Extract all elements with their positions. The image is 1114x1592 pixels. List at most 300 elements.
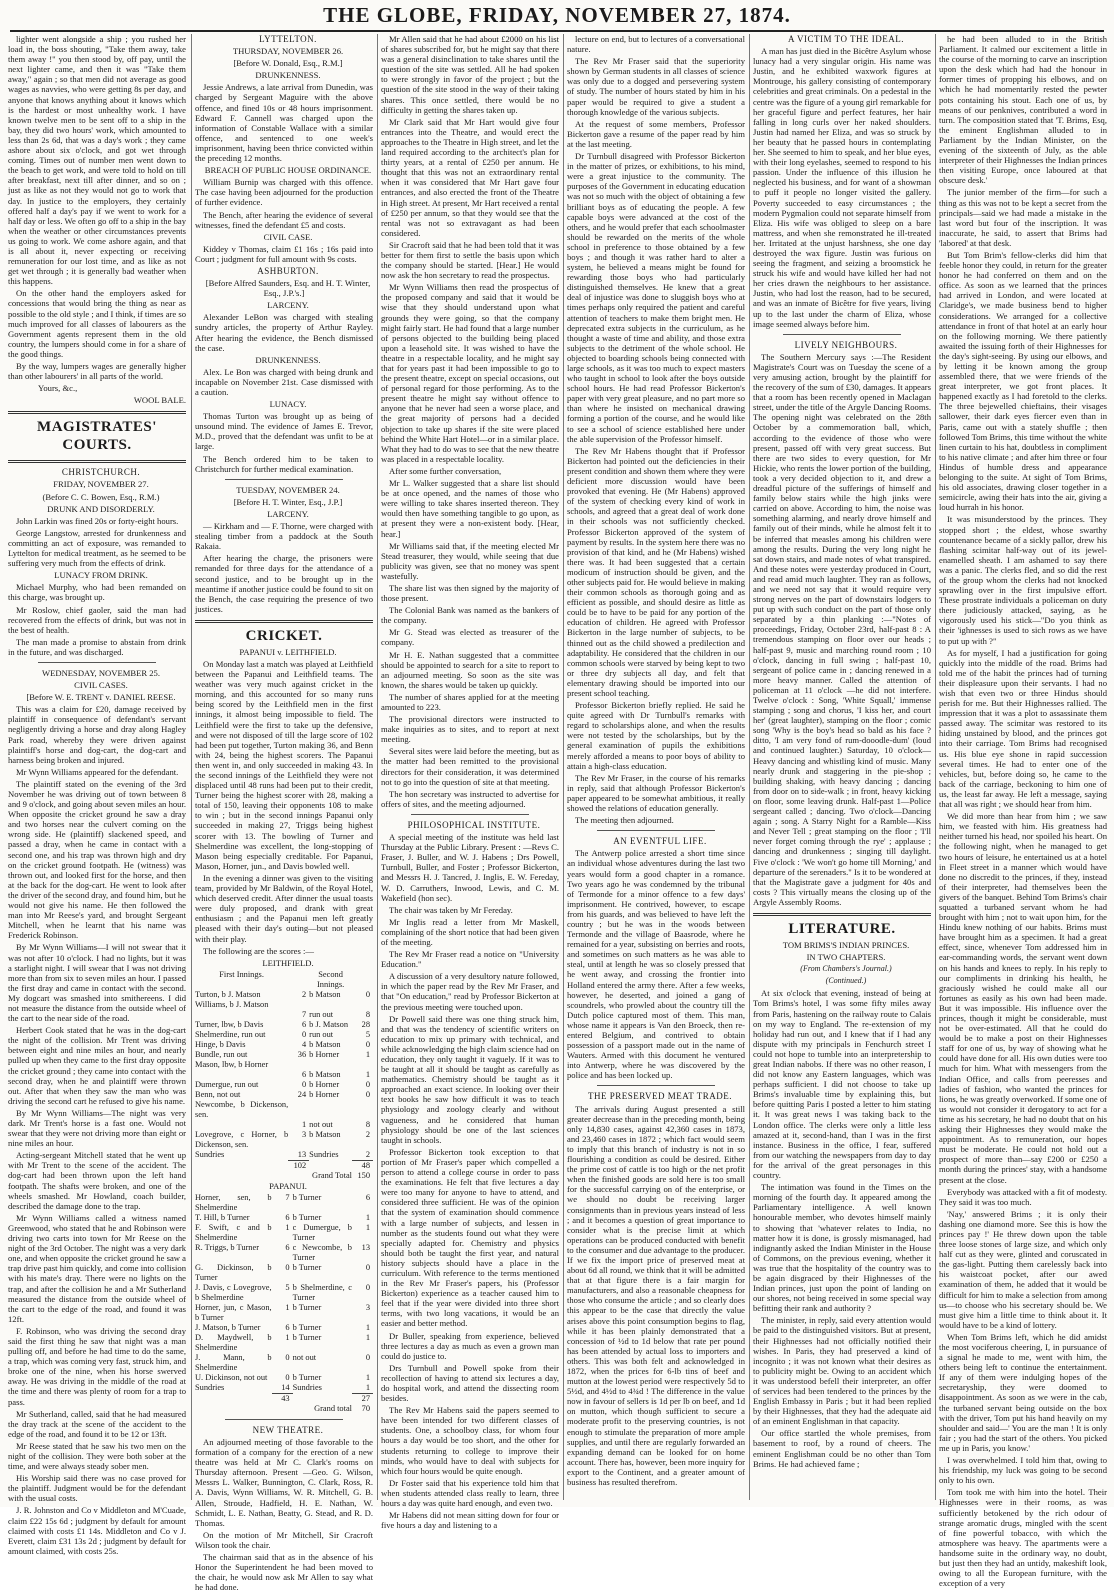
batsman-first (195, 1120, 288, 1130)
batsman-first: Bundle, run out (195, 1049, 248, 1059)
batsman-first: Turton, b J. Matson (195, 989, 261, 999)
score-first (288, 1060, 309, 1070)
dismissal-second: Sundries (292, 1382, 322, 1392)
score-second: 1 (365, 1372, 370, 1382)
article-text: The Rev Mr Fraser, in the course of his remarks in reply, said that although Professor Bickerton's paper appeared to be somewhat ambitious, it really showed the relations of education generally. (567, 772, 745, 814)
batsman-first (195, 1070, 288, 1080)
score-second: 2 (365, 1149, 370, 1159)
article-text: Dr Powell said there was one thing struck him, and that was the tendency of scientific writers on education to mix up primary with technical, and while acknowledging the high claim science had on education, they only taught it vaguely. If it was to be taught at all it should be taught as carefully as mathematics. Chemistry should be taught as it approached an exact science. In looking over their text books he saw how difficult it was to teach physiology and zoology clearly and without vagueness, and he considered that human physiology should be one of the last sciences taught in schools. (381, 1013, 559, 1145)
dismissal-second: b Turner (292, 1262, 322, 1272)
score-row (195, 1333, 373, 1353)
divider (597, 830, 715, 831)
score-row (195, 1283, 373, 1303)
score-first: 7 (301, 1009, 307, 1019)
batsman-first: F. Swift, c and b Shelmerdine (195, 1222, 272, 1242)
score-row (195, 1090, 373, 1100)
article-text: William Burnip was charged with this offence. The case having been adjourned for the production of further evidence. (195, 177, 373, 208)
article-text: Michael Murphy, who had been remanded on this charge, was brought up. (8, 582, 186, 603)
scorecard-body (195, 1193, 373, 1394)
article-text: Mr Habens did not mean sitting down for four or five hours a day and listening to a (381, 1510, 559, 1531)
score-row (195, 1000, 373, 1010)
case-title: [Before W. E. TRENT v. DANIEL REESE. (26, 692, 176, 703)
dismissal-second: c Dumergue, b Turner (292, 1222, 352, 1242)
dismissal-second: b Turner (292, 1332, 322, 1342)
score-row (195, 1323, 373, 1333)
subheading: PHILOSOPHICAL INSTITUTE. (407, 819, 541, 830)
article-text: Acting-sergeant Mitchell stated that he went up with Mr Trent to the scene of the accident. The dog-cart had been thrown upon the left hand footpath. The shafts were broken, and one of the wheels smashed. Mr Howland, coach builder, described the damage done to the trap. (8, 1150, 186, 1211)
score-first: 6 (285, 1322, 290, 1332)
score-first: 1 (301, 1119, 307, 1129)
article-text: Mr Allen said that he had about £2000 on his list of shares subscribed for, but he might say that there was a general disinclination to take shares until the question of the site was settled. All he had spoken to were strongly in favor of the project ; but the question of the site stood in the way of their taking shares. This once settled, there would be no difficulty in getting the shares taken up. (381, 34, 559, 115)
score-first: 6 (301, 1019, 307, 1029)
article-text: John Larkin was fined 20s or forty-eight hours. (16, 515, 179, 526)
article-text: — Kirkham and — F. Thorne, were charged with stealing timber from a paddock at the South Rakaia. (195, 521, 373, 552)
score-first: 36 (297, 1049, 307, 1059)
score-row (195, 1040, 373, 1050)
batsman-first: G. Dickinson, b Turner (195, 1262, 272, 1282)
dismissal-second: b J. Matson (309, 1019, 349, 1029)
score-row (195, 1130, 373, 1150)
score-row (195, 990, 373, 1000)
dismissal-second (309, 1000, 352, 1010)
score-row (195, 1100, 373, 1120)
article-text: The number of shares applied for at the meeting amounted to 223. (381, 691, 559, 712)
column-rule (377, 34, 378, 1500)
article-text: The Rev Mr Fraser said that the superiority shown by German students in all classes of science was only due to a dogged and persevering system of study. The number of hours stated by him in his paper would be required to give a student a thorough knowledge of the various subjects. (567, 56, 745, 117)
score-second: 6 (365, 1192, 370, 1202)
score-second: 1 (365, 1212, 370, 1222)
divider (225, 1419, 343, 1420)
article-text: Mr Clark said that Mr Hart would give four entrances into the Theatre, and would erect the approaches to the Theatre in High street, and let the land required according to the architect's plan for thirty years, at a rental of £250 per annum. He thought that this was not an extraordinary rental when it was considered that Mr Hart gave four entrances, and also erected the front of the Theatre in High street. At present, Mr Hart received a rental of £250 per annum, so that they would see that the rental was not so extravagant as had been considered. (381, 116, 559, 238)
dismissal-second: b Turner (292, 1372, 322, 1382)
article-text: Mr Sutherland, called, said that he had measured the dray track at the scene of the accident to the edge of the road, and found it to be 12 or 13ft. (8, 1408, 186, 1439)
divider (411, 814, 529, 815)
score-second: 1 (365, 1332, 370, 1342)
score-first: 5 (285, 1282, 290, 1292)
article-text: Our office startled the whole premises, from basement to roof, by a round of cheers. The eminent Englishman could be no other than Tom Brims. He had achieved fame ; (753, 1428, 931, 1469)
article-text: Kiddey v Thomas, claim £1 16s ; 16s paid into Court ; judgment for full amount with 9s costs. (195, 243, 373, 264)
dismissal-second: Sundries (309, 1149, 339, 1159)
article-text: Mr Wynn Williams appeared for the defendant. (16, 766, 179, 777)
score-total: 48 (352, 1160, 373, 1171)
article-text: Mr Wynn Williams called a witness named Greenwood, who stated that he and Robinson were driving two carts into town for Mr Reese on the night of the 3rd October. The night was a very dark one, and when opposite the cricket ground he saw a trap drive past him quickly, and come into collision with his mate's dray. There were no lights on the trap, and after the collision he and a Mr Sutherland measured the distance from the outside wheel of the cart to the edge of the road, and found it was 12ft. (8, 1212, 186, 1324)
score-second: 0 (365, 1089, 370, 1099)
signature-name: WOOL BALE. (133, 395, 186, 406)
article-text: Professor Bickerton took exception to that portion of Mr Fraser's paper which compelled a person to attend a college course in order to pass the examinations. He felt that five lectures a day were too many for anyone to have to attend, and considered three sufficient. He was of the opinion that the system of examination should commence with a large number of subjects, and lessen in number as the students found out what they were specially adapted for. Chemistry and physics should both be taught the first year, and natural history subjects should have a place in the curriculum. With reference to the terms mentioned in the Rev Mr Fraser's papers, his (Professor Bickerton) experience as a teacher caused him to feel that if the year were divided into three short terms, with two long vacations, it would be an easier and better method. (381, 1146, 559, 1329)
date-line: WEDNESDAY, NOVEMBER 25. (42, 667, 160, 678)
article-text: The arrivals during August presented a still greater decrease than in the preceding month, being only 14,830 cases, against 42,360 cases in 1873, and 23,460 cases in 1872 ; which fact would seem to imply that this branch of industry is not in so flourishing a condition as could be desired. Either the prime cost of cattle is too high or the net profit when the finished goods are sold here is too small for the successful carrying on of the enterprise, or we should no doubt be receiving larger consignments than in previous years instead of less ; and it becomes a question of great importance to consider what is the precise limit at which operations can be produced conducted with benefit to the consumer and due advantage to the producer. If we fix the import price of preserved meat at about 6d all round, we think that it will be admitted that at that figure there is a fair margin for manufacturers, and also a reasonable cheapness for those who consume the article ; and so clearly does this appear to be the case that directly the value arises above this point consumption begins to flag, while it has been plainly demonstrated that a concession of ½d to 1d below that rate per pound has been attended by actual loss to importers and others. This was both felt and acknowledged in 1872, when the prices for 6-lb tins of beef and mutton at the lowest period were respectively 5d to 5½d, and 4½d to 4¾d ! The difference in the value now in favour of sellers is 1d per lb on beef, and 1d on mutton, which though sufficient to secure a moderate profit to the preserving countries, is not enough to stimulate the preparation of more ample supplies, and until there are regularly forwarded an expanding demand can be looked for on home account. There has, however, been more inquiry for export to the Continent, and a greater amount of business has resulted therefrom. (567, 1103, 745, 1488)
story-title: TOM BRIMS'S INDIAN PRINCES. (782, 939, 910, 950)
article-text: On the motion of Mr Mitchell, Sir Cracroft Wilson took the chair. (195, 1529, 373, 1550)
divider (8, 411, 186, 414)
charge-label: LUNACY FROM DRINK. (54, 570, 148, 581)
score-first: 0 (285, 1372, 290, 1382)
article-text: Mr H. E. Nathan suggested that a committee should be appointed to search for a site to report to an adjourned meeting. So soon as the site was known, the shares would be taken up quickly. (381, 649, 559, 690)
dismissal-second: b Matson (309, 1069, 341, 1079)
score-second (352, 1100, 373, 1120)
article-text: The Antwerp police arrested a short time since an individual whose adventures during the last two years would form a good chapter in a romance. Two years ago he was condemned by the tribunal of Termonde for a minor offence to a few days' imprisonment. He contrived, however, to escape from his guards, and was believed to have left the country ; but he was in the woods between Termonde and the village of Baasrode, where he remained for a year, subsisting on berries and roots, and sometimes on such matters as he was able to steal, until at length he was so closely pressed that he went away, and crossing the frontier into Holland entered the army there. After a few weeks, however, he deserted, and joined a gang of scoundrels, who prowled about the country till the Dutch police captured most of them. This man, whose name it appears is Van den Broeck, then re-entered Belgium, and contrived to obtain possession of a passport made out in the name of Wauters. Armed with this document he ventured into Antwerp, where he was discovered by the police and has been locked up. (567, 848, 745, 1081)
batsman-first: J. Mann, b Shelmerdine (195, 1352, 272, 1372)
article-text: On the other hand the employers asked for concessions that would bring the thing as near as possible to the old style ; and I think, if times are so much improved for all classes of labourers as the Government agents represent them in the old country, the lumpers should come in for a share of the good things. (8, 288, 186, 359)
team-label: PAPANUI. (269, 1180, 307, 1191)
score-first: 3 (301, 1129, 307, 1139)
batsman-first: Sundries (195, 1149, 225, 1159)
dismissal-second: not out (292, 1352, 317, 1362)
batsman-first: Dumergue, run out (195, 1079, 259, 1089)
score-row (195, 1213, 373, 1223)
score-first: 24 (297, 1089, 307, 1099)
score-row (195, 1070, 373, 1080)
article-text: Alex. Le Bon was charged with being drunk and incapable on November 21st. Case dismissed with a caution. (195, 366, 373, 397)
dismissal-second: b Horner (309, 1079, 340, 1089)
article-text: The Rev Mr Fraser read a notice on "University Education." (381, 949, 559, 970)
batsman-first: T. Hill, b Turner (195, 1212, 250, 1222)
score-first: 7 (285, 1192, 290, 1202)
article-text: The Rev Mr Habens said the papers seemed to have been intended for two different classes of students. One, a schoolboy class, for whom four hours a day would be too short, and the other for students returning to college to improve their minds, who would have to deal with subjects for which four hours would be quite enough. (381, 1405, 559, 1476)
article-text: Alexander LeBon was charged with stealing sundry articles, the property of Arthur Rayley. After hearing the evidence, the Bench dismissed the case. (195, 312, 373, 353)
masthead-rule (10, 30, 1104, 32)
article-text: The provisional directors were instructed to make inquiries as to sites, and to report at next meeting. (381, 714, 559, 745)
article-text: At six o'clock that evening, instead of being at Tom Brims's hotel, I was some fifty miles away from Paris, hastening on the railway route to Calais on my way to England. The re-extension of my holiday had run out, and I knew that if I had any dispute with my principals in Fenchurch street I could not hope to tumble into an interpretership to great Indian nabobs. If there was no other reason, I did not know any Eastern languages, which was perhaps sufficient. I did not choose to take up Brims's invaluable time by explaining this, but before quitting Paris I posted a letter to him stating it. It was great news I was taking back to the London office. The clerks were only a little less amazed at it, second-hand, than I was in the first instance. Business in the office, I fear, suffered from our watching the newspapers from day to day for the arrival of the great personages in this country. (753, 988, 931, 1181)
date-line: THURSDAY, NOVEMBER 26. (232, 46, 344, 57)
article-text: By Mr Wynn Williams—The night was very dark. Mr Trent's horse is a fast one. Would not swear that they were not driving more than eight or nine miles an hour. (8, 1107, 186, 1149)
article-text: On Monday last a match was played at Leithfield between the Papanui and Leithfield teams. The weather was very much against cricket in the morning, and this accounted for so many runs being scored by the Leithfield men in the first innings, it almost being impossible to field. The Leithfield were the first to take up the defensive, and were not disposed of till the large score of 102 had been put together, Turton making 36, and Benn with 24, being the highest scorers. The Papanui then went in, and only succeeded in making 43. In the second innings of the Leithfield they were not displaced until 48 runs had been put to their credit, Turner being the highest scorer with 28, making a total of 150, leaving their opponents 108 to make to win ; but in the second innings Papanui only succeeded in making 27, Triggs being highest scorer with 13. The bowling of Turner and Shelmerdine was excellent, the long-stopping of Mason being especially creditable. For Papanui, Mason, Horner, jun., and Davis bowled well. (195, 658, 373, 871)
article-text: Dr Foster said that his experience told him that when students attended class really to learn, three hours a day was quite hard enough, and even two. (381, 1477, 559, 1509)
score-row (195, 1223, 373, 1243)
score-second (352, 1000, 373, 1010)
article-text: The Rev Mr Habens thought that if Professor Bickerton had pointed out the deficiencies in their present condition and shown them where they were deficient more discussion would have been provoked that evening. He (Mr Habens) approved of the system of checking every kind of work in schools, and agreed that a great deal of work done in their schools was not sufficiently checked. Professor Bickerton approved of the system of payment by results. In the system here there was no provision of that kind, and he (Mr Habens) wished there was. It had been suggested that a certain modicum of instruction should be given, and the other subjects paid for. He would believe in making their common schools as thorough going and as efficient as possible, and should desire as little as could be to have to be paid for any portion of the education of children. He agreed with Professor Bickerton in the large number of subjects, to be thinned out as the child showed a predilection and adaptability. He considered that the children in our common schools were starved by being kept to two or three dry subjects all day, and felt that elementary drawing should be imported into our present school teaching. (567, 445, 745, 698)
batsman-first: Lovegrove, c Horner, b Dickenson, sen. (195, 1129, 289, 1149)
score-second: 1 (365, 1322, 370, 1332)
column-6 (939, 34, 1108, 1589)
article-text: Mr Wynn Williams then read the prospectus of the proposed company and said that it would be wise that they should understand upon what grounds they were going, so that the company might fairly start. He had found that a large number of persons objected to the building being placed upon a leasehold site. It was wished to have the theatre in a respectable locality, and he might say that for years past it had been impossible to go to the present theatre, except on special occasions, out of personal regard for those performing. As to the present theatre he might say without offence to anyone that he never had seen a worse place, and the great majority of persons had a decided objection to take up shares if the site were placed behind the White Hart Hotel—or in a similar place. What they had to do was to see that the new theatre was placed in a respectable locality. (381, 282, 559, 464)
story-subtitle: IN TWO CHAPTERS. (806, 952, 886, 963)
article-text: By the way, lumpers wages are generally higher than other labourers' in all parts of the world. (8, 361, 186, 382)
score-row (195, 1263, 373, 1283)
batsman-first: J. Matson, b Turner (195, 1322, 261, 1332)
divider (38, 662, 156, 663)
article-text: The Bench, after hearing the evidence of several witnesses, fined the defendant £5 and costs. (195, 209, 373, 230)
score-second: 8 (365, 1009, 370, 1019)
subheading: A VICTIM TO THE IDEAL. (787, 34, 905, 44)
dismissal-second: b Turner (292, 1212, 322, 1222)
scorecard-papanui (195, 1193, 373, 1414)
divider (783, 334, 901, 335)
score-second: 0 (365, 1282, 370, 1292)
score-first: 13 (297, 1149, 307, 1159)
score-second: 0 (365, 1352, 370, 1362)
article-text: Mr Inglis read a letter from Mr Maskell, complaining of the short notice that had been given of the meeting. (381, 916, 559, 947)
score-first (288, 1100, 309, 1120)
batsman-first: Sundries (195, 1382, 225, 1392)
article-text: Thomas Turton was brought up as being of unsound mind. The evidence of James E. Trevor, M.D., proved that the defendant was unfit to be at large. (195, 411, 373, 452)
batsman-first: Benn, not out (195, 1089, 241, 1099)
charge-label: CIVIL CASES. (74, 680, 128, 691)
column-rule (749, 34, 750, 1500)
bench-line: (Before C. C. Bowen, Esq., R.M.) (42, 491, 160, 502)
divider (597, 1085, 715, 1086)
article-text: After hearing the charge, the prisoners were remanded for three days for the attendance of a second justice, and to be brought up in the meantime if another justice could be found to sit on the Bench, the case requiring the presence of two justices. (195, 553, 373, 614)
article-text: As for myself, I had a justification for going quickly into the middle of the road. Brims had told me of the habit the princes had of turning their displeasure upon their servants. I had no wish that even two or three Hindus should perish for me. But their Highnesses rallied. The impression that it was a plot to assassinate them passed away. The scimitar was restored to its hiding unstained by blood, and the princes got into their carriage. Tom Brims had recognised us. His blue eye shone in rapid succession several times. He had to enter one of the vehicles, but, before doing so, he came to the back of the carriage, beckoning to him one of us, the least far away. He left a message, saying that all was right ; we should hear from him. (939, 647, 1107, 810)
charge-label: DRUNK AND DISORDERLY. (47, 503, 155, 514)
score-row (195, 1193, 373, 1213)
score-row (195, 1010, 373, 1020)
article-text: Drs Turnbull and Powell spoke from their recollection of having to attend six lectures a day, do hospital work, and attend the dissecting room besides. (381, 1362, 559, 1404)
article-text: Dr Turnbull disagreed with Professor Bickerton in the matter of prizes, or exhibitions, to his mind, were a great injustice to the community. The purposes of the Government in educating education was not so much with the object of obtaining a few brilliant boys as of educating the people. A few capable boys were advanced at the cost of the others, and he would prefer that each schoolmaster should be rewarded on the merits of the whole school in preference to those obtained by a few boys ; and though it was rather hard to alter a system, he believed a means might be found for rewarding those boys who had particularly distinguished themselves. He knew that a great deal of injustice was done to sluggish boys who at times perhaps only required the patient and careful attention of teachers to make them bright men. He deprecated extra subjects in the curriculum, as he thought a waste of time and ability, and those extra subjects to the detriment of the whole school. He objected to boarding schools being connected with large schools, as it was too much to expect masters who taught in school to look after the boys outside school hours. He had read Professor Bickerton's paper with very great pleasure, and no part more so than where he insisted on mechanical drawing forming a portion of the course, and he would like to see a school of science established here under the able supervision of the Professor himself. (567, 151, 745, 444)
bench-line: [Before Alfred Saunders, Esq. and H. T. Winter, Esq., J.P.'s.] (205, 278, 371, 299)
article-text: The hon secretary was instructed to advertise for offers of sites, and the meeting adjourned. (381, 788, 559, 809)
masthead-title: THE GLOBE, FRIDAY, NOVEMBER 27, 1874. (323, 3, 791, 27)
article-text: Mr Williams said that, if the meeting elected Mr Stead treasurer, they would, while seeing that due publicity was given, see that no money was spent wastefully. (381, 540, 559, 581)
batsman-first: Turner, lbw, b Davis (195, 1019, 264, 1029)
column-rule (563, 34, 564, 1500)
score-row (195, 1060, 373, 1070)
score-row (195, 1150, 373, 1161)
score-row (195, 1080, 373, 1090)
article-text: This was a claim for £20, damage received by plaintiff in consequence of defendant's servant negligently driving a horse and dray along Hagley Park road, whereby they were driven against plaintiff's horse and dog-cart, the dog-cart and harness being broken and injured. (8, 704, 186, 765)
score-first: 0 (285, 1262, 290, 1272)
dismissal-second: b Matson (309, 1129, 341, 1139)
batsman-first: Williams, b J. Matson (195, 999, 269, 1009)
subheading: ASHBURTON. (257, 265, 319, 276)
article-text: Professor Bickerton briefly replied. He said he quite agreed with Dr Turnbull's remarks with regard to scholarships alone, and when the results were not tested by the scholarships, but by the general examination of pupils the exhibitions merely afforded a means to poor boys of ability to attain a high-class education. (567, 700, 745, 771)
subheading: LYTTELTON. (259, 34, 317, 44)
score-second: 1 (365, 1049, 370, 1059)
innings-label: First Innings. (219, 969, 264, 979)
score-total: 43 (272, 1393, 293, 1404)
score-second: 3 (365, 1302, 370, 1312)
dismissal-second: not out (309, 1119, 333, 1129)
batsman-first: Mason, lbw, b Horner (195, 1059, 269, 1069)
score-row (195, 1353, 373, 1373)
score-row (195, 1050, 373, 1060)
dismissal-second: b Horner (309, 1089, 340, 1099)
article-text: Several sites were laid before the meeting, but as the matter had been remitted to the provisional directors for their consideration, it was determined not to go into the question of site at that meeting. (381, 746, 559, 787)
bench-line: [Before W. Donald, Esq., R.M.] (233, 58, 343, 69)
article-text: A discussion of a very desultory nature followed, in which the paper read by the Rev Mr Fraser, and that "On education," read by Professor Bickerton at the previous meeting were touched upon. (381, 971, 559, 1012)
batsman-first: D. Maydwell, b Shelmerdine (195, 1332, 272, 1352)
article-text: Tom took me with him into the hotel. Their Highnesses were in their rooms, as was sufficiently betokened by the rich odour of strange aromatic drugs, mingled with the scent of fine powerful tobacco, with which the atmosphere was heavy. The apartments were a handsome suite in the ordinary way, no doubt, but just then they had an untidy, makeshift look, owing to all the European furniture, with the exception of a very (939, 1487, 1107, 1589)
story-source: (From Chambers's Journal.) (800, 964, 892, 974)
score-first: 0 (301, 1029, 307, 1039)
subheading: THE PRESERVED MEAT TRADE. (588, 1091, 732, 1102)
score-row (195, 1030, 373, 1040)
charge-label: DRUNKENNESS. (255, 354, 321, 365)
article-text: Mr Roslow, chief gaoler, said the man had recovered from the effects of drink, but was not in the best of health. (8, 604, 186, 635)
score-second: 1 (365, 1222, 370, 1232)
date-line: TUESDAY, NOVEMBER 24. (236, 484, 340, 495)
article-text: The Colonial Bank was named as the bankers of the company. (381, 605, 559, 626)
article-text: Herbert Cook stated that he was in the dog-cart the night of the collision. Mr Trent was driving between eight and nine miles an hour, and nearly pulled up when they came to the first dray opposite the cricket ground ; they came into contact with the second dray, when he and plaintiff were thrown out. After that when they saw the man who was driving the second cart he refused to give his name. (8, 1025, 186, 1106)
article-text: George Langstow, arrested for drunkenness and committing an act of exposure, was remanded to Lyttelton for medical treatment, as he seemed to be suffering very much from the effects of drink. (8, 527, 186, 569)
innings-label: Second Innings. (316, 969, 345, 989)
section-heading: LITERATURE. (788, 920, 896, 937)
date-line: FRIDAY, NOVEMBER 27. (53, 479, 149, 490)
column-5 (753, 34, 931, 1500)
article-text: The plaintiff stated on the evening of the 3rd November he was driving out of town between 8 and 9 o'clock, and going about seven miles an hour. When opposite the cricket ground he saw a dray and two horses near the culvert coming on the wrong side. He (plaintiff) slackened speed, and passed a dray, when he came in contact with a second one, and his trap was thrown high and dry on the cricket ground footpath. He (witness) was thrown out, and looked first for the horse, and then at the back for the dog-cart. He went to look after the driver of the second dray, and found him, but he would not give his name. He then followed the man into Mr Reese's yard, and brought Sergeant Mitchell, when he learnt that his name was Frederick Robinson. (8, 778, 186, 941)
score-second: 1 (365, 1069, 370, 1079)
score-total: 27 (352, 1393, 373, 1404)
article-text: Mr L. Walker suggested that a share list should be at once opened, and the names of those who were willing to take shares inserted thereon. They would then have something tangible to go upon, as at present they were a non-existent body. [Hear, hear.] (381, 478, 559, 539)
grand-total: 70 (361, 1403, 370, 1413)
batsman-first: Shelmerdine, run out (195, 1029, 266, 1039)
article-text: Mr Reese stated that he saw his two men on the night of the collision. They were both sober at the time, and were always steady sober men. (8, 1440, 186, 1472)
subheading: LIVELY NEIGHBOURS. (794, 339, 898, 350)
score-second: 5 (365, 1029, 370, 1039)
score-second (352, 1060, 373, 1070)
dismissal-second: b Horner (309, 1049, 340, 1059)
divider (8, 460, 186, 463)
dismissal-second (309, 1060, 352, 1070)
article-text: After some further conversation, (389, 465, 502, 476)
article-text: The chairman said that as in the absence of his Honor the Superintendent he had been moved to the chair, he would now ask Mr Allen to say what he had done. (195, 1552, 373, 1592)
team-label: LEITHFIELD. (262, 957, 314, 968)
match-title: PAPANUI v. LEITHFIELD. (239, 646, 337, 657)
article-text: A special meeting of the institute was held last Thursday at the Public Library. Present : —Revs C. Fraser, J. Buller, and W. J. Habens ; Drs Powell, Turnbull, Buller, and Foster ; Professor Bickerton, and Messrs H. J. Tancred, J. Inglis, E. W. Fereday, W. D. Carruthers, Inwood, Lewis, and C. M. Wakefield (hon sec). (381, 832, 559, 903)
article-text: 'Nay,' answered Brims ; it is only their dashing one diamond more. See this is how the princes pay !' He threw down upon the table three loose stones of large size, and which only half cut as they were, glinted and coruscated in the gas-light. Putting them carelessly back into his waistcoat pocket, after our awed examination of them, he added that it would be difficult for him to make a selection from among us—to choose who his secretary should be. We must give him a little time to think about it. It would have to be a kind of lottery. (939, 1208, 1107, 1330)
dismissal-second: run out (309, 1009, 334, 1019)
bench-line: [Before H. T. Winter, Esq., J.P.] (233, 496, 343, 507)
article-text: At the request of some members, Professor Bickerton gave a resume of the paper read by him at the last meeting. (567, 118, 745, 149)
charge-label: LARCENY. (267, 300, 309, 311)
article-text: Dr Buller, speaking from experience, believed three lectures a day as much as even a grown man could do justice to. (381, 1330, 559, 1361)
batsman-first: Horner, sen, b Shelmerdine (195, 1192, 272, 1212)
section-heading: CRICKET. (245, 627, 323, 644)
score-first: 1 (285, 1222, 290, 1232)
score-first: 6 (285, 1212, 290, 1222)
score-row (195, 1243, 373, 1263)
batsman-first: Hinge, b Davis (195, 1039, 246, 1049)
score-total: 102 (288, 1160, 309, 1171)
article-text: We did more than hear from him ; we saw him, we feasted with him. His greatness had neither turned his head, nor spoiled his heart. On the following night, when he managed to get two hours of leisure, he entertained us at a hotel in Fleet street in a manner which would have done no discredit to the princes, if they, instead of their interpreter, had themselves been the givers of the banquet. Behind Tom Brims's chair squatted a turbaned servant whom he had brought with him ; not to wait upon him, for the Hindu knew nothing of our habits. Brims must have brought him as a specimen. It had a great effect, since, whenever Tom addressed him in ear-commanding words, the servant went down on his hands and knees to reply. In his reply to our compliments in drinking his health, he graciously wished he could make all our fortunes as easily as his own had been made. But it was impossible. His influence over the princes, though it might be considerable, must not be over-estimated. All that he could do would be to make a post on their Highnesses staff for one of us, by way of showing what he could have done for all. His own duties were too much for him. What with messengers from the Indian Office, and calls from peeresses and ladies of fashion, who wanted the princes for lions, he was greatly overworked. If some one of us would not consider it derogatory to act for a time as his secretary, he had no doubt that on his asking their Highnesses they would make the appointment. As to remuneration, our hopes must be moderate. He could not hold out a prospect of more than—say £200 or £250 a month during the princes' stay, with a handsome present at the close. (939, 811, 1108, 1185)
dismissal-second: run out (309, 1029, 334, 1039)
article-text: Jessie Andrews, a late arrival from Dunedin, was charged by Sergeant Maguire with the above offence, and fined 10s or 48 hours imprisonment. Edward F. Cannell was charged upon the information of Constable Wallace with a similar offence, and sentenced to one week's imprisonment, having been thrice convicted within the preceding 12 months. (195, 82, 373, 164)
article-text: The meeting then adjourned. (575, 815, 674, 826)
scorecard-leithfield (195, 970, 373, 1181)
score-first: 0 (301, 1079, 307, 1089)
charge-label: CIVIL CASE. (263, 231, 313, 242)
score-row (195, 1020, 373, 1030)
score-first: 1 (285, 1332, 290, 1342)
dismissal-second: b Turner (292, 1302, 322, 1312)
article-text: The Southern Mercury says :—The Resident Magistrate's Court was on Tuesday the scene of a very amusing action, brought by the plaintiff for the recovery of the sum of £30, damages. It appears that a room has been recently opened in Maclagan street, under the title of the Argyle Dancing Rooms. The opening night was celebrated on the 28th October by a commemoration ball, which, according to the evidence of those who were present, passed off with very great success. But there are two sides to every question, for Mr Hickie, who rents the lower portion of the building, took a very decided objection to it, and drew a dreadful picture of the sufferings of himself and family below stairs while the high jinks were carried on above. According to him, the noise was something alarming, and nearly drove himself and family out of their minds, while he almost felt it to be inferred that measles among his children were among the results. During the very long night he sat down stairs, and made notes of what transpired. And these notes were yesterday produced in Court, and read amid much laughter. They ran as follows, and we need not say that it would require very strong nerves on the part of downstairs lodgers to put up with such conduct on the part of those only separated by a thin planking :—"Notes of proceedings, Friday, October 23rd, half-past 8 : A tremendous stamping on floor over our heads ; half-past 9, music and marching round room ; 10 o'clock, dancing in full swing ; half-past 10, sergeant of police came in ; dancing renewed in a more heavy manner. Called the attention of policeman at 11 o'clock —he did not interfere. Twelve o'clock : Song, 'White Squall,' immense stamping ; song and chorus, 'I kiss her, and court her' (great laughter), stamping on the floor ; comic song 'Why is the boy's head so bald as his face ? ditto, 'I am very fond of rum-dooodle-dum' (loud and continued laughter.) Saturday, 10 o'clock—Heavy dancing and whistling kind of music. Many nearly drunk and staggering in the pie-shop ; building shaking, with heavy dancing ; dancing from door on to side-walk ; in front, heavy kicking on floor, some leaving drunk. Half-past 1—Police sergeant called ; dancing. Two o'clock—Dancing again ; song. A Starry Night for a Ramble—Kiss and Never Tell ; great stamping on the floor ; 'I'll never forget coming through the rye' ; applause ; dancing and drunkenness ; singing till daylight. Five o'clock : 'We won't go home till Morning,' and departure of the serenaders." Is it to be wondered at that the Magistrate gave a judgment for 40s and costs ? This virtually means the closing up of the Argyle Assembly Rooms. (753, 351, 931, 907)
dismissal-second: c Newcombe, b Turner (292, 1242, 352, 1262)
article-text: I was overwhelmed. I told him that, owing to his friendship, my luck was going to be second only to his own. (939, 1455, 1107, 1486)
column-1 (8, 34, 186, 1556)
column-rule (191, 34, 192, 1500)
article-text: The minister, in reply, said every attention would be paid to the distinguished visitors. But at present, their Highnesses had not officially notified their wishes. In Paris, they had preserved a kind of incognito ; it was not known what their desires as to publicity might be. Owing to an accident which it was understood befell their interpreter, an offer of services had been tendered to the princes by the English Embassy in Paris ; but it had been replied by their Highnesses, that they had the adequate aid of an eminent Englishman in that capacity. (753, 1315, 931, 1427)
dismissal-second: b Shelmerdine, c Turner (292, 1282, 352, 1302)
article-text: By Mr Wynn Williams—I will not swear that it was not after 10 o'clock. I had no lights, but it was a starlight night. I will swear that I was not driving more than from six to seven miles an hour. I passed the first dray and came in contact with the second. My dogcart was smashed into smithereens. I did not measure the distance from the outside wheel of the cart to the near side of the road. (8, 942, 186, 1024)
score-first: 4 (301, 1039, 307, 1049)
article-text: But Tom Brim's fellow-clerks did him that feeble honor they could, in return for the greater honor he had conferred on them and on the office. As soon as we learned that the princes had arrived in London, and were located at Claridge's, we made business bend to higher considerations. We arranged for a collective attendance in front of that hotel at an early hour on the following morning. We there patiently awaited the issuing forth of their Highnesses for the day's sight-seeing. By using our elbows, and by letting it be known among the group assembled there, that we were friends of the great interpreter, we got front places. It happened exactly as I had foretold to the clerks. The three bejewelled chieftains, their visages sallower, their dark eyes fiercer even than in Paris, came out with a stately shuffle ; then followed Tom Brims, this time without the white linen curtain to his hat, doubtless in compliment to his native climate ; and after him three or four Hindus of humble dress and appearance belonging to the suite. At sight of Tom Brims, his old associates, drawing closer together in a semicircle, awing their hats into the air, giving a loud hurrah in his honor. (939, 249, 1107, 513)
article-text: The share list was then signed by the majority of those present. (381, 582, 559, 604)
column-2 (195, 34, 373, 1592)
continued-label: (Continued.) (825, 976, 867, 986)
article-text: A man has just died in the Bicêtre Asylum whose lunacy had a very singular origin. His name was Justin, and he exhibited waxwork figures at Montrouge, his gallery consisting of contemporary celebrities and great criminals. On a pedestal in the centre was the figure of a young girl remarkable for her graceful figure and perfect features, her hair falling in long curls over her naked shoulders. Justin had named her Eliza, and was so struck by her beauty that he passed hours in contemplating her. She seemed to him to speak, and her blue eyes, with their long eyelashes, seemed to respond to his passion. Under the influence of this illusion he neglected his business, and for want of a showman to puff it people no longer visited the gallery. Poverty succeeded to easy circumstances ; the modern Pygmalion could not separate himself from Eliza. His wife was obliged to sleep on a bare mattress, and when she remonstrated he ill-treated her. Irritated at the unjust harshness, she one day destroyed the wax figure. Justin was furious on seeing the fragment, and seizing a broomstick he struck his wife and would have killed her had not her cries drawn the neighbours to her assistance. Justin, who had lost the reason, had to be secured, and was an inmate of Bicêtre for five years, living up to the last under the charm of Eliza, whose image seemed always before him. (753, 46, 931, 329)
score-first (288, 1000, 309, 1010)
dismissal-second: b Turner (292, 1322, 322, 1332)
score-row (195, 1373, 373, 1383)
article-text: F. Robinson, who was driving the second dray said the first thing he saw that night was a man pulling off, and before he had time to do the same, a trap, which was coming very fast, struck him, and broke one of the nine, when his horse swerved away. He was driving in the middle of the road at the time and there was plenty of room for a trap to pass. (8, 1325, 186, 1407)
article-text: The intimation was found in the Times on the morning of the fourth day. It appeared among the Parliamentary intelligence. A well known honourable member, who devotes himself mainly to showing that 'whatever relates to India, no matter how it is done, is grossly mismanaged, had indignantly asked the Indian Minister in the House of Commons, on the previous evening, whether it was true that the hospitality of the country was to be again disgraced by their Highnesses of the Indian princes, just upon the point of landing on our shores, not being received in some special way befitting their rank and authority ? (753, 1182, 931, 1314)
score-second: 28 (361, 1019, 370, 1029)
masthead (0, 0, 1114, 30)
dismissal-second: b Matson (309, 989, 341, 999)
grand-total-label: Grand Total (312, 1170, 352, 1180)
charge-label: LARCENY. (267, 508, 309, 519)
score-row (195, 1383, 373, 1394)
signature-closing: Yours, &c., (38, 383, 78, 394)
article-text: It was misunderstood by the princes. They stopped short ; the eldest, whose swarthy countenance became of a sickly pallor, drew his flashing scimitar half-way out of its jewel-enamelled sheath. I am ashamed to say there was a panic. The clerks fled, and so did the rest of the group whom the clerks had not knocked sprawling over in the first impulsive effort. These prostrate individuals a policeman on duty there judiciously attacked, saying, as he vigorously used his stick—"Do you think as their 'ighnesses is used to sich rows as we have to put up with ?" (939, 514, 1107, 646)
score-second: 0 (365, 1039, 370, 1049)
score-second: 13 (361, 1242, 370, 1252)
grand-total-label: Grand total (314, 1403, 352, 1413)
batsman-first: Newcombe, b Dickenson, sen. (195, 1099, 289, 1119)
score-first: 6 (301, 1069, 307, 1079)
score-second: 2 (365, 1129, 370, 1139)
column-rule (935, 34, 936, 1500)
subheading: AN EVENTFUL LIFE. (613, 836, 707, 847)
charge-label: BREACH OF PUBLIC HOUSE ORDINANCE. (204, 165, 372, 176)
section-heading: MAGISTRATES' COURTS. (37, 419, 157, 454)
batsman-first: R. Triggs, b Turner (195, 1242, 260, 1252)
charge-label: LUNACY. (269, 399, 307, 410)
article-text: Mr G. Stead was elected as treasurer of the company. (381, 627, 559, 648)
article-text: he had been alluded to in the British Parliament. It calmed our excitement a little in the course of the morning to carve an inscription upon the desk which had had the honour in former times of propping his elbows, and on which he had momentarily rested the pewter pots containing his stout. Each one of us, by means of our penknives, contributed a word in turn. The composition stated that 'T. Brims, Esq, the eminent Englishman alluded to in Parliament by the Indian Minister, on the evening of the sixteenth of July, as the able interpreter of their Highnesses the Indian princes then visiting Europe, once laboured at that obscure desk.' (939, 34, 1107, 186)
score-row (195, 1303, 373, 1323)
article-text: An adjourned meeting of those favorable to the formation of a company for the erection of a new theatre was held at Mr C. Clark's rooms on Thursday afternoon. Present —Geo. G. Wilson, Messrs L. Walker, Bunnington, C. Clark, Ross, R. A. Davis, Wynn Williams, W. R. Mitchell, G. B. Allen, Stroude, Hadfield, H. E. Nathan, W. Schmidt, L. E. Nathan, Beatty, G. Stead, and R. D. Thomas. (195, 1436, 373, 1528)
column-4 (567, 34, 745, 1500)
article-text: The junior member of the firm—for such a thing as this was not to be kept a secret from the principals—said we had made a mistake in the last word but four of the inscription. It was inaccurate, he said, to assert that Brims had 'labored' at that desk. (939, 187, 1107, 248)
batsman-first: J. Davis, c Lovegrove, b Shelmerdine (195, 1282, 272, 1302)
subheading: NEW THEATRE. (252, 1424, 324, 1435)
article-text: The Bench ordered him to be taken to Christchurch for further medical examination. (195, 453, 373, 474)
score-second: 0 (365, 989, 370, 999)
score-first: 14 (281, 1382, 290, 1392)
score-first: 2 (301, 989, 307, 999)
article-text: J. R. Johnston and Co v Middleton and M'Cuade, claim £22 15s 6d ; judgment by default for amount claimed with costs £1 14s. Middleton and Co v J. Everett, claim £31 13s 2d ; judgment by default for amount claimed, with costs 25s. (8, 1505, 186, 1556)
score-second: 0 (365, 1079, 370, 1089)
article-text: lighter went alongside a ship ; you rushed her load in, the boss shouting, "Take them away, take them away !" you then stood by, off pay, until the next lighter came, and then it was "Take them away," again ; so that men did not average as good wages as navvies, who were getting 8s per day, and anyone that knows anything about it knows which is the hardest or most unhealthy work. I have known twelve men to be sent off to a ship in the bay, they did two hours' work, which amounted to less than 2s 6d, that was a day's work ; they came ashore about six o'clock, and got wet through coming. Times out of number men went down to the beach to get work, and were told to hold on till after breakfast, next till after dinner, and so on ; just as like as not they would not go to work that day. In justice to the employers, they certainly offered half a day's pay if we went to work for a half day or less. We often go off to a ship in the bay when the weather or other circumstances prevents us going to work. We come ashore again, and that is all about it, never expecting or receiving remuneration for our lost time, and as like as not get wet through ; it is generally bad weather when this happens. (8, 34, 186, 287)
score-row (195, 1120, 373, 1130)
batsman-first (195, 1010, 288, 1020)
article-text: In the evening a dinner was given to the visiting team, provided by Mr Baldwin, of the Royal Hotel, which deserved credit. After dinner the usual toasts were duly proposed, and drank with great enthusiasm ; and the Papanui men left greatly pleased with their day's outing—but not pleased with their play. (195, 872, 373, 944)
grand-total: 150 (357, 1170, 370, 1180)
article-text: When Tom Brims left, which he did amidst the most vociferous cheering, I, in pursuance of a signal he made to me, went with him, the others being left to continue the entertainment. If any of them were indulging hopes of the secretaryship, they were doomed to disappointment. As soon as we were in the cab, the turbaned servant being outside on the box with the driver, Tom put his hand heavily on my shoulder and said—' You are the man ! It is only fair ; you had the start of the others. You picked me up in Paris, you know.' (939, 1331, 1107, 1453)
score-first: 0 (285, 1352, 290, 1362)
article-text: The chair was taken by Mr Fereday. (389, 904, 513, 915)
article-text: Sir Cracroft said that he had been told that it was better for them first to settle the basis upon which the company should be started. [Hear.] He would now ask the hon secretary to read the prospectus. (381, 239, 559, 281)
scorecard-body (195, 990, 373, 1161)
column-3 (381, 34, 559, 1531)
dismissal-second: b Matson (309, 1039, 341, 1049)
score-second: 0 (365, 1262, 370, 1272)
divider (753, 913, 931, 916)
article-text: His Worship said there was no case proved for the plaintiff. Judgment would be for the defendant with the usual costs. (8, 1473, 186, 1504)
score-second: 8 (365, 1119, 370, 1129)
article-text: The following are the scores :— (203, 945, 314, 956)
article-text: lecture on end, but to lectures of a conversational nature. (567, 34, 745, 55)
score-second: 1 (365, 1382, 370, 1392)
score-first: 1 (285, 1302, 290, 1312)
batsman-first: U. Dickinson, not out (195, 1372, 268, 1382)
dismissal-second: b Turner (292, 1192, 322, 1202)
subheading: CHRISTCHURCH. (61, 467, 141, 478)
charge-label: DRUNKENNESS. (255, 70, 321, 81)
article-text: The man made a promise to abstain from drink in the future, and was discharged. (8, 636, 186, 657)
article-text: Everybody was attacked with a fit of modesty. They said it was too much. (939, 1186, 1107, 1207)
